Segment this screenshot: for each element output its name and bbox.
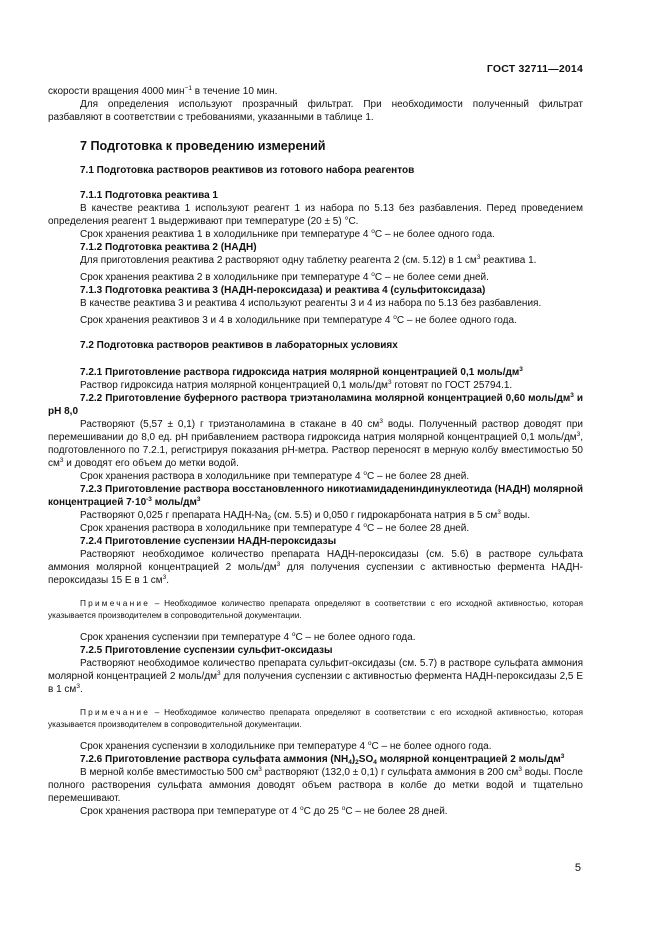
section-heading-7-1-3: 7.1.3 Подготовка реактива 3 (НАДН-пероксидаза) и реактива 4 (сульфитоксидаза) xyxy=(80,285,486,296)
paragraph: В мерной колбе вместимостью 500 $см^3$ растворяют (132,0 ± 0,1) г сульфата аммония в 200 $см^3$ воды. После полного растворения сульфата аммония доводят объем раствора в колбе до метки водой и тщательно перемешивают. xyxy=(48,766,583,804)
paragraph: Срок хранения суспензии в холодильнике при температуре 4 $^o$С – не более одного года. xyxy=(80,740,492,752)
note: Примечание – Необходимое количество препарата определяют в соответствии с его исходной активностью, которая указывается производителем в сопроводительной документации. xyxy=(48,707,583,729)
paragraph: В качестве реактива 3 и реактива 4 используют реагенты 3 и 4 из набора по 5.13 без разбавления. xyxy=(80,298,542,309)
section-heading-7-2-1: 7.2.1 Приготовление раствора гидроксида натрия молярной концентрацией 0,1 моль/$дм^3$ xyxy=(80,366,523,378)
paragraph: Растворяют необходимое количество препарата НАДН-пероксидазы (см. 5.6) в растворе сульфата аммония молярной концентрацией 2 моль/$дм^3$ для получения суспензии с активностью фермента НАДН-пероксидазы 15 Е в 1 $см^3$. xyxy=(48,549,583,586)
section-heading-7: 7 Подготовка к проведению измерений xyxy=(80,139,326,153)
paragraph: Растворяют (5,57 ± 0,1) г триэтаноламина в стакане в 40 $см^3$ воды. Полученный раствор доводят при перемешивании до 8,0 ед. рН прибавлением раствора гидроксида натрия молярной концентрацией 0,1 моль/$дм^3$, подготовленного по 7.2.1, регистрируя показания рН-метра. Раствор переносят в мерную колбу вместимостью 50 $см^3$ и доводят его объем до метки водой. xyxy=(48,418,584,469)
paragraph: Для определения используют прозрачный фильтрат. При необходимости полученный фильтрат разбавляют в соответствии с требованиями, указанными в таблице 1. xyxy=(48,99,583,123)
paragraph: Раствор гидроксида натрия молярной концентрацией 0,1 моль/$дм^3$ готовят по ГОСТ 25794.1. xyxy=(80,379,513,391)
paragraph: В качестве реактива 1 используют реагент 1 из набора по 5.13 без разбавления. Перед проведением определения реагент 1 выдерживают при температуре (20 ± 5) °С. xyxy=(48,203,583,227)
paragraph: Растворяют 0,025 г препарата НАДН-$Na_2$ (см. 5.5) и 0,050 г гидрокарбоната натрия в 5 $см^3$ воды. xyxy=(80,509,531,522)
paragraph: Срок хранения суспензии при температуре 4 $^o$С – не более одного года. xyxy=(80,631,416,643)
paragraph: Срок хранения раствора при температуре от 4 $^o$С до 25 $^o$С – не более 28 дней. xyxy=(80,805,448,817)
section-heading-7-2-3: 7.2.3 Приготовление раствора восстановленного никотиамидадениндинуклеотида (НАДН) молярной концентрацией $7\cdot 10^{-3}$ моль/$дм^3$ xyxy=(48,484,583,508)
section-heading-7-1: 7.1 Подготовка растворов реактивов из готового набора реагентов xyxy=(80,165,415,176)
paragraph: скорости вращения 4000 мин$^{-1}$ в течение 10 мин. xyxy=(48,85,278,97)
document-code-header: ГОСТ 32711—2014 xyxy=(486,63,583,75)
section-heading-7-2: 7.2 Подготовка растворов реактивов в лабораторных условиях xyxy=(80,340,398,351)
section-heading-7-2-6: 7.2.6 Приготовление раствора сульфата аммония $(NH_4)_2SO_4$ молярной концентрацией 2 моль/$дм^3$ xyxy=(80,753,565,766)
section-heading-7-1-2: 7.1.2 Подготовка реактива 2 (НАДН) xyxy=(80,242,257,253)
page-number: 5 xyxy=(574,862,581,874)
page-content xyxy=(48,85,583,818)
paragraph: Срок хранения реактива 2 в холодильнике при температуре 4 $^o$С – не более семи дней. xyxy=(80,271,489,283)
paragraph: Срок хранения раствора в холодильнике при температуре 4 $^o$С – не более 28 дней. xyxy=(80,522,470,534)
section-heading-7-2-4: 7.2.4 Приготовление суспензии НАДН-пероксидазы xyxy=(80,536,337,547)
section-heading-7-2-5: 7.2.5 Приготовление суспензии сульфит-оксидазы xyxy=(80,645,333,656)
section-heading-7-2-2: 7.2.2 Приготовление буферного раствора триэтаноламина молярной концентрацией 0,60 моль/$дм^3$ и рН 8,0 xyxy=(48,392,583,417)
paragraph: Растворяют необходимое количество препарата сульфит-оксидазы (см. 5.7) в растворе сульфата аммония молярной концентрацией 2 моль/$дм^3$ для получения суспензии с активностью фермента НАДН-пероксидазы 2,5 Е в 1 $см^3$. xyxy=(48,658,583,695)
paragraph: Срок хранения реактивов 3 и 4 в холодильнике при температуре 4 $^o$С – не более одного года. xyxy=(80,314,517,326)
paragraph: Для приготовления реактива 2 растворяют одну таблетку реагента 2 (см. 5.12) в 1 $см^3$ реактива 1. xyxy=(80,254,537,266)
note: Примечание – Необходимое количество препарата определяют в соответствии с его исходной активностью, которая указывается производителем в сопроводительной документации. xyxy=(48,598,583,620)
paragraph: Срок хранения раствора в холодильнике при температуре 4 $^o$С – не более 28 дней. xyxy=(80,470,470,482)
paragraph: Срок хранения реактива 1 в холодильнике при температуре 4 $^o$С – не более одного года. xyxy=(80,228,495,240)
section-heading-7-1-1: 7.1.1 Подготовка реактива 1 xyxy=(80,190,218,201)
